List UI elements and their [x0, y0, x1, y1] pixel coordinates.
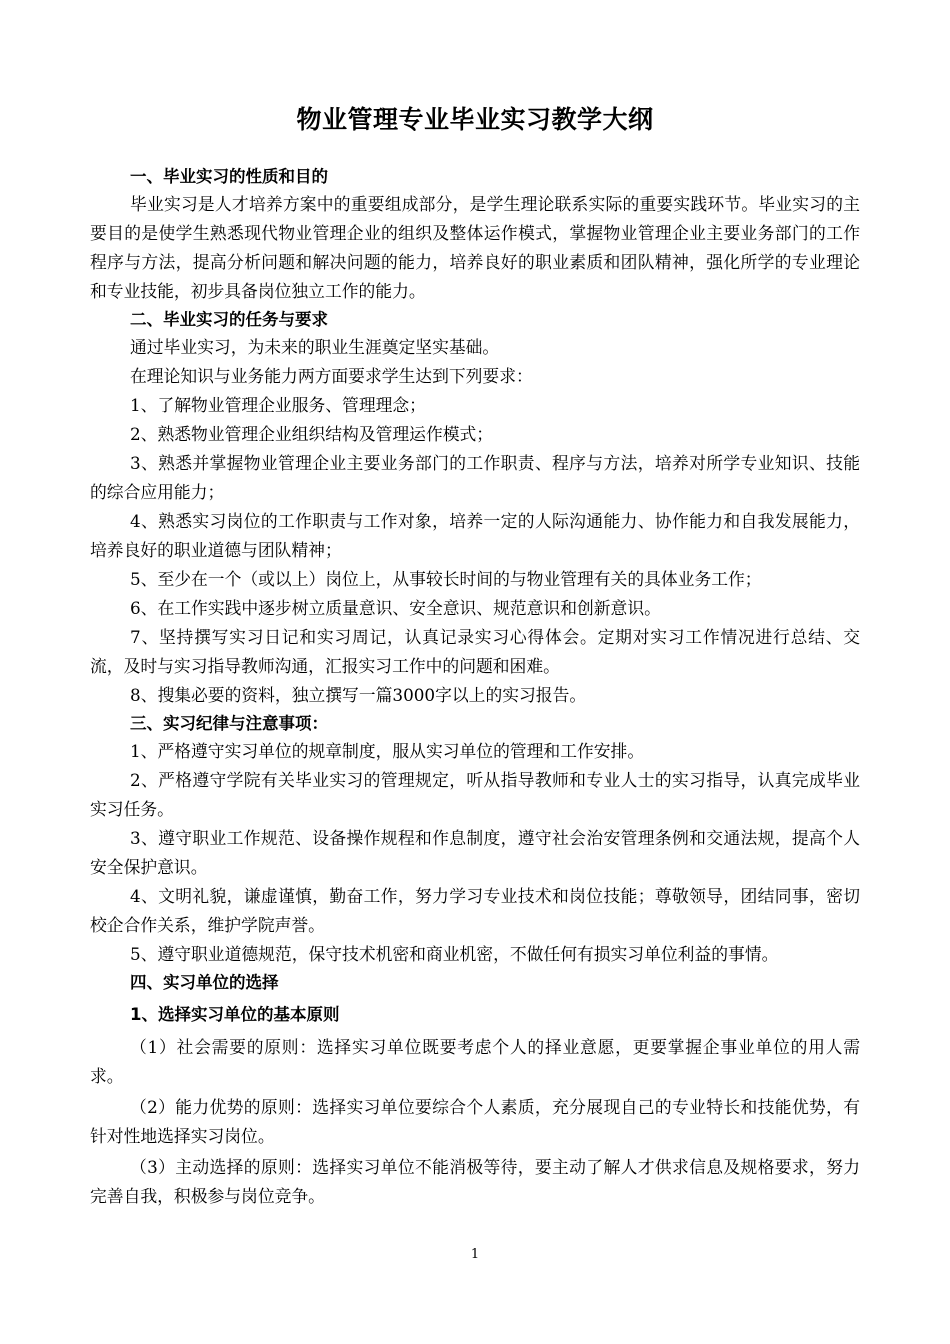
list-item: 8、搜集必要的资料，独立撰写一篇3000字以上的实习报告。: [130, 685, 587, 705]
document-title: 物业管理专业毕业实习教学大纲: [296, 105, 654, 134]
list-item: 4、文明礼貌，谦虚谨慎，勤奋工作，努力学习专业技术和岗位技能；尊敬领导，团结同事，密切校企合作关系，维护学院声誉。: [90, 886, 860, 935]
section-heading-4: 四、实习单位的选择: [130, 973, 279, 992]
list-item: 3、熟悉并掌握物业管理企业主要业务部门的工作职责、程序与方法，培养对所学专业知识、技能的综合应用能力；: [90, 453, 860, 502]
list-item: 1、严格遵守实习单位的规章制度，服从实习单位的管理和工作安排。: [130, 741, 645, 761]
list-item: （3）主动选择的原则：选择实习单位不能消极等待，要主动了解人才供求信息及规格要求，努力完善自我，积极参与岗位竞争。: [90, 1157, 860, 1206]
list-item: 6、在工作实践中逐步树立质量意识、安全意识、规范意识和创新意识。: [130, 598, 661, 618]
list-item: 2、熟悉物业管理企业组织结构及管理运作模式；: [130, 424, 494, 444]
list-item: 4、熟悉实习岗位的工作职责与工作对象，培养一定的人际沟通能力、协作能力和自我发展能力，培养良好的职业道德与团队精神；: [90, 511, 860, 560]
section-heading-2: 二、毕业实习的任务与要求: [130, 310, 328, 329]
page-number: 1: [470, 1247, 480, 1262]
list-item: （2）能力优势的原则：选择实习单位要综合个人素质，充分展现自己的专业特长和技能优势，有针对性地选择实习岗位。: [90, 1097, 860, 1146]
list-item: 2、严格遵守学院有关毕业实习的管理规定，听从指导教师和专业人士的实习指导，认真完成毕业实习任务。: [90, 770, 860, 819]
list-item: 5、至少在一个（或以上）岗位上，从事较长时间的与物业管理有关的具体业务工作；: [130, 569, 762, 589]
subsection-heading: 1、选择实习单位的基本原则: [130, 1005, 340, 1024]
section-heading-1: 一、毕业实习的性质和目的: [130, 167, 328, 186]
paragraph: 通过毕业实习，为未来的职业生涯奠定坚实基础。: [130, 337, 500, 357]
paragraph: 毕业实习是人才培养方案中的重要组成部分，是学生理论联系实际的重要实践环节。毕业实习的主要目的是使学生熟悉现代物业管理企业的组织及整体运作模式，掌握物业管理企业主要业务部门的工作程序与方法，提高分析问题和解决问题的能力，培养良好的职业素质和团队精神，强化所学的专业理论和专业技能，初步具备岗位独立工作的能力。: [90, 194, 860, 301]
paragraph: 在理论知识与业务能力两方面要求学生达到下列要求：: [130, 366, 533, 386]
list-item: 1、了解物业管理企业服务、管理理念；: [130, 395, 426, 415]
list-item: 7、坚持撰写实习日记和实习周记，认真记录实习心得体会。定期对实习工作情况进行总结、交流，及时与实习指导教师沟通，汇报实习工作中的问题和困难。: [90, 627, 860, 676]
list-item: （1）社会需要的原则：选择实习单位既要考虑个人的择业意愿，更要掌握企事业单位的用人需求。: [90, 1037, 860, 1086]
section-heading-3: 三、实习纪律与注意事项：: [130, 714, 328, 733]
document-body: [90, 163, 860, 1211]
list-item: 5、遵守职业道德规范，保守技术机密和商业机密，不做任何有损实习单位利益的事情。: [130, 944, 779, 964]
list-item: 3、遵守职业工作规范、设备操作规程和作息制度，遵守社会治安管理条例和交通法规，提高个人安全保护意识。: [90, 828, 860, 877]
